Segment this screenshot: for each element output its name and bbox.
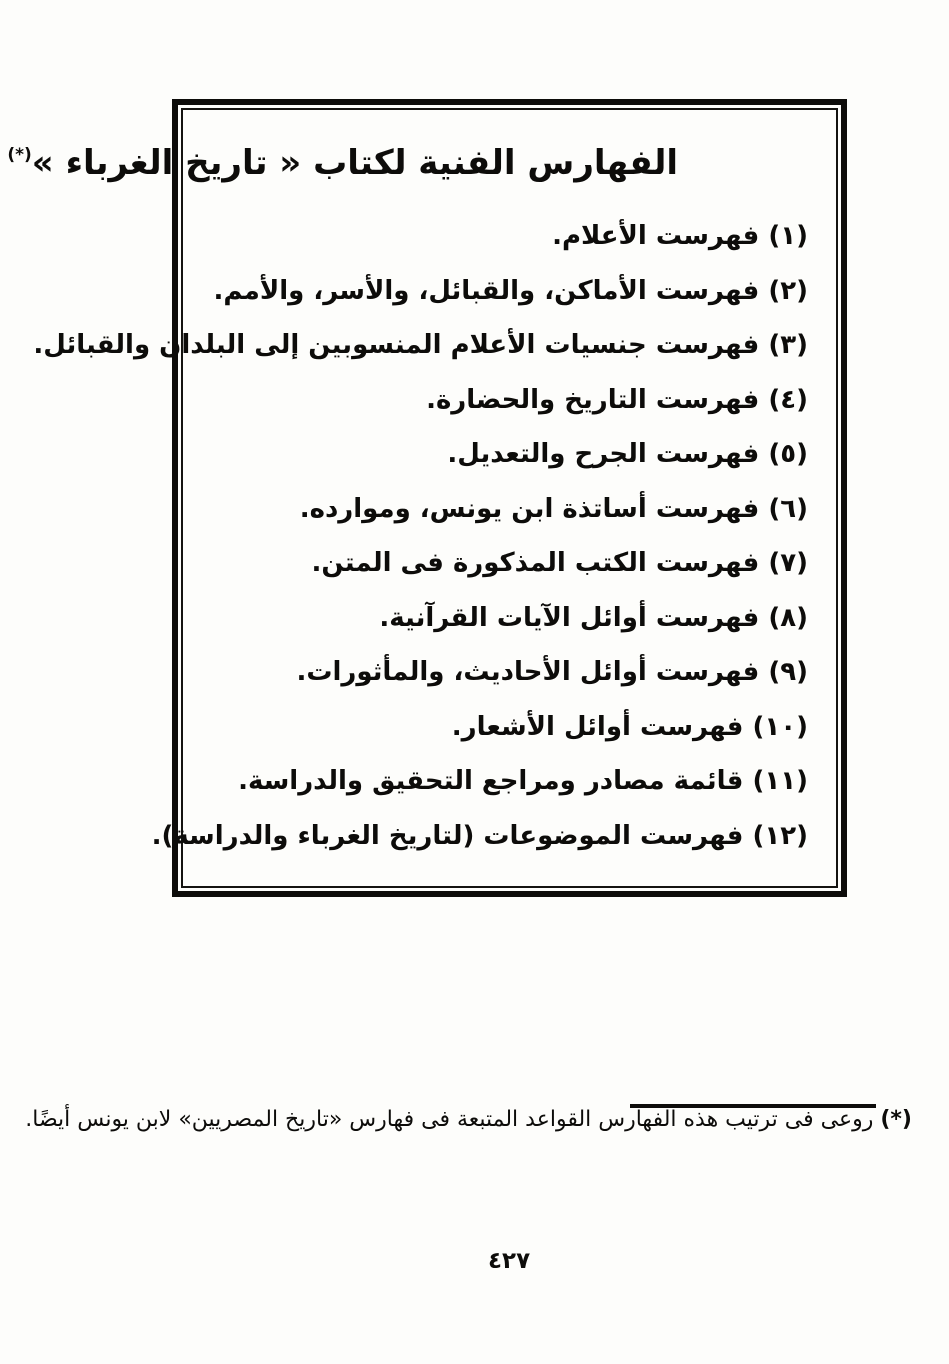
index-list-item-9: (٩) فهرست أوائل الأحاديث، والمأثورات. [296,657,808,687]
index-list-item-8: (٨) فهرست أوائل الآيات القرآنية. [379,602,808,633]
title-footnote-marker: (*) [7,145,32,165]
index-list-item-7: (٧) فهرست الكتب المذكورة فى المتن. [311,548,808,578]
page-number: ٤٢٧ [488,1248,531,1274]
index-list-item-3: (٣) فهرست جنسيات الأعلام المنسوبين إلى البلدان والقبائل. [33,330,808,360]
index-list-item-4: (٤) فهرست التاريخ والحضارة. [426,384,808,415]
footnote-marker: (*) [880,1107,912,1132]
index-list-item-2: (٢) فهرست الأماكن، والقبائل، والأسر، والأمم. [213,275,808,306]
index-list [33,209,808,863]
index-list-item-5: (٥) فهرست الجرح والتعديل. [447,439,808,469]
index-list-item-6: (٦) فهرست أساتذة ابن يونس، وموارده. [299,493,808,524]
index-list-item-11: (١١) قائمة مصادر ومراجع التحقيق والدراسة. [238,766,808,796]
index-box-frame [7,99,847,897]
page-title [7,143,678,183]
index-list-item-1: (١) فهرست الأعلام. [552,221,808,251]
footnote [25,1107,912,1132]
index-list-item-10: (١٠) فهرست أوائل الأشعار. [451,711,808,742]
page-title-text: الفهارس الفنية لكتاب « تاريخ الغرباء » [31,143,678,183]
footnote-text: روعى فى ترتيب هذه الفهارس القواعد المتبعة فى فهارس «تاريخ المصريين» لابن يونس أيضًا. [25,1107,874,1132]
index-list-item-12: (١٢) فهرست الموضوعات (لتاريخ الغرباء والدراسة). [151,820,808,851]
